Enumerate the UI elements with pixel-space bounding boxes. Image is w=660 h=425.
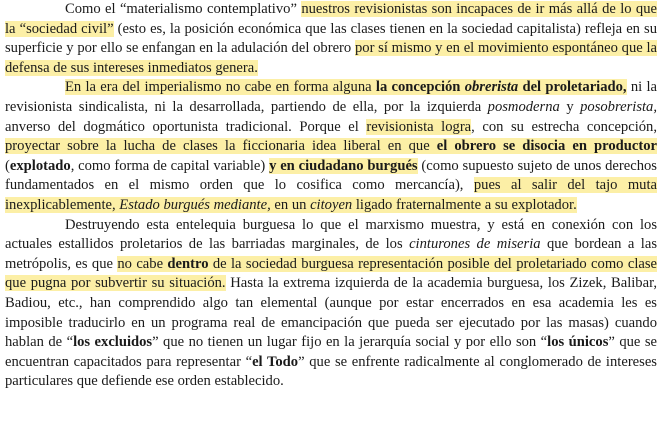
text-run: ni la revisionista sindicalista, ni la desarrollada, partiendo de ella, por la izquierda [5,79,658,115]
text-run: que bordean a las metrópolis, es que [5,236,658,272]
paragraph-2 [5,78,657,215]
highlighted-text: citoyen [310,196,353,213]
text-run: ( [5,157,10,174]
highlighted-text: pues al salir del tajo muta inexplicablemente, [5,177,658,213]
text-run: posobrerista, [580,98,658,115]
text-run: (como supuesto sujeto de unos derechos fundamentados en el mismo orden que lo cosifica como mercancía), [5,157,657,194]
paragraph-3 [5,216,657,392]
highlighted-text: por sí mismo y en el movimiento espontáneo que la defensa de sus intereses inmediatos genera. [5,40,657,76]
highlighted-text: obrerista [464,79,519,96]
highlighted-text: revisionista logra [366,118,472,135]
text-run: ” que se enfrente radicalmente al conglomerado de intereses particulares que defiende ese orden establecido. [5,353,657,390]
text-run: Destruyendo esta entelequia burguesa lo que el marxismo muestra, y está en conexión con los actuales estallidos proletarios de las barriadas marginales, de los [5,216,657,253]
text-run: (esto es, la posición económica que las clases tienen en la sociedad capitalista) refleja en su superficie y por ello se enfangan en la adulación del obrero [5,20,657,57]
text-run: ” que no tienen un lugar fijo en la jerarquía social y por ello son “ [152,334,548,351]
document-page [5,0,657,392]
highlighted-text: en un [270,196,311,213]
paragraph-1 [5,0,657,78]
highlighted-text: dentro [167,255,209,272]
highlighted-text: Estado burgués mediante, [119,196,271,213]
highlighted-text: la concepción [375,79,465,96]
highlighted-text: el obrero se disocia en productor [436,138,658,155]
highlighted-text: y en ciudadano burgués [269,157,418,174]
text-run: ” que se encuentran capacitados para representar “ [5,334,658,370]
highlighted-text: En la era del imperialismo no cabe en forma alguna [65,79,376,96]
text-run: posmoderna [487,98,560,115]
text-run: , como forma de capital variable) [70,157,270,174]
text-run: Hasta la extrema izquierda de la academia burguesa, los Zizek, Balibar, Badiou, etc., han comprendido algo tan elemental (aunque por estar encerrados en esa academia les es imposible traducirlo en un programa real de emancipación que pueda ser ejecutado por las masas) cuando hablan de “ [5,275,658,351]
text-run: explotado [9,157,71,174]
text-run: los únicos [547,334,609,351]
text-run: los excluidos [73,334,153,351]
text-run: y [559,98,581,115]
text-run: anverso del dogmático oportunista tradicional. Porque el [5,118,367,135]
text-run: , con su estrecha concepción, [471,118,657,135]
highlighted-text: del proletariado, [518,79,627,96]
highlighted-text: de la sociedad burguesa representación posible del proletariado como clase que pugna por subvertir su situación. [5,255,658,292]
text-run: cinturones de miseria [409,236,541,253]
highlighted-text: ligado fraternalmente a su explotador. [352,196,577,213]
text-run: el Todo [252,353,299,370]
text-run: Como el “materialismo contemplativo” [65,1,302,17]
highlighted-text: proyectar sobre la lucha de clases la ficcionaria idea liberal en que [5,138,437,155]
highlighted-text: no cabe [117,255,168,272]
highlighted-text: nuestros revisionistas son incapaces de ir más allá de lo que la “sociedad civil” [5,1,657,37]
